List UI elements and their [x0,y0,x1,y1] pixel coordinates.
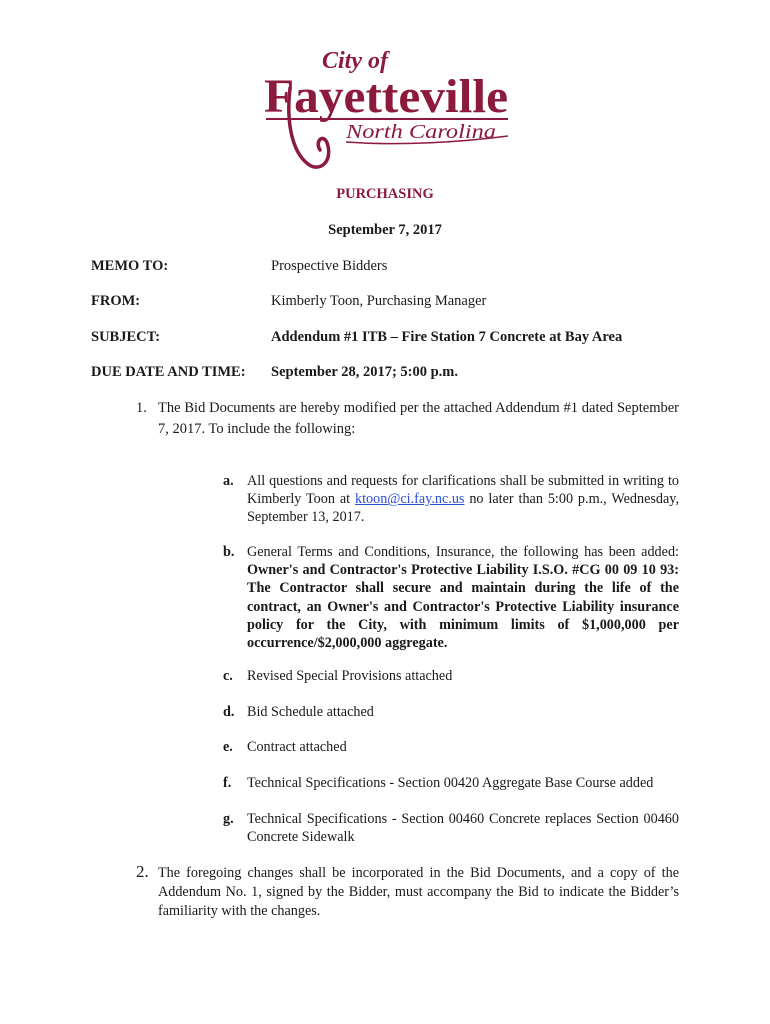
subitem-text [247,543,679,652]
subitem-text: Technical Specifications - Section 00460 Concrete replaces Section 00460 Concrete Sidewalk [247,811,679,846]
subitem-text: Revised Special Provisions attached [247,668,453,684]
subitem-text: Technical Specifications - Section 00420 Aggregate Base Course added [247,775,654,791]
subitem-text: Contract attached [247,739,347,755]
memo-to-value: Prospective Bidders [271,258,388,274]
numbered-item-2 [136,864,679,921]
subitem-letter: e. [223,739,233,755]
memo-to-label: MEMO TO: [91,258,169,274]
subitem-text: Bid Schedule attached [247,704,374,720]
item-text: The foregoing changes shall be incorporated in the Bid Documents, and a copy of the Addendum No. 1, signed by the Bidder, must accompany the Bid to indicate the Bidder’s familiarity with the changes. [158,865,679,919]
subitem-f [223,774,679,792]
numbered-item-1 [136,398,679,440]
subject-value: Addendum #1 ITB – Fire Station 7 Concrete at Bay Area [271,329,623,345]
subitem-text [247,472,679,527]
item-text: The Bid Documents are hereby modified per the attached Addendum #1 dated September 7, 2017. To include the following: [158,400,679,437]
subitem-g [223,810,679,846]
department-heading: PURCHASING [336,186,434,202]
insurance-requirement: Owner's and Contractor's Protective Liability I.S.O. #CG 00 09 10 93: The Contractor shall secure and maintain during the life of the contract, an Owner's and Contractor's Protective Liability insurance policy for the City, with minimum limits of $1,000,000 per occurrence/$2,000,000 aggregate. [247,562,679,652]
subitem-b [223,543,679,652]
city-of-fayetteville-logo [262,42,512,174]
email-link[interactable]: ktoon@ci.fay.nc.us [354,491,465,508]
subitem-c [223,667,679,685]
item-number: 1. [136,400,147,416]
subitem-letter: d. [223,704,235,720]
due-date-label: DUE DATE AND TIME: [91,364,246,380]
subitem-d [223,703,679,721]
subitem-letter: b. [223,544,235,560]
subitem-e [223,738,679,756]
logo-graphic [262,42,512,174]
subitem-letter: a. [223,473,234,489]
due-date-value: September 28, 2017; 5:00 p.m. [271,364,459,380]
subject-label: SUBJECT: [91,329,161,345]
subitem-a-text-after: no later than 5:00 p.m., Wednesday, September 13, 2017. [247,491,680,526]
subitem-letter: g. [223,811,234,827]
svg-text:Fayetteville: Fayetteville [264,70,508,123]
subitem-letter: c. [223,668,233,684]
svg-text:North Carolina: North Carolina [344,121,496,143]
subitem-b-text: General Terms and Conditions, Insurance, the following has been added: [247,544,679,560]
svg-text:City of: City of [322,48,388,74]
from-label: FROM: [91,293,141,309]
from-value: Kimberly Toon, Purchasing Manager [271,293,487,309]
subitem-a [223,472,679,527]
memo-date: September 7, 2017 [328,222,442,238]
subitem-a-text-before: All questions and requests for clarifications shall be submitted in writing to Kimberly Toon at [247,473,679,508]
item-number: 2. [136,862,149,881]
subitem-letter: f. [223,775,232,791]
